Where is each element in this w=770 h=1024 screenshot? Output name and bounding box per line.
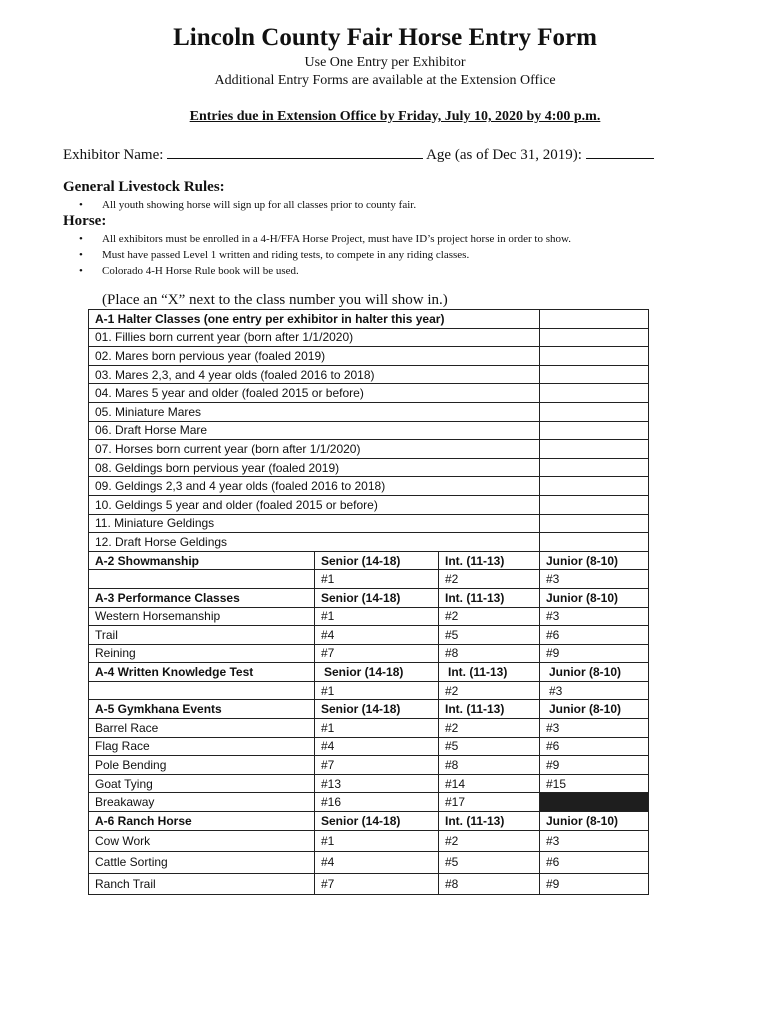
halter-class: 11. Miniature Geldings	[89, 514, 540, 533]
class-number[interactable]: #2	[439, 570, 540, 589]
table-row	[89, 663, 649, 682]
entry-box[interactable]	[540, 365, 649, 384]
halter-class: 01. Fillies born current year (born after 1/1/2020)	[89, 328, 540, 347]
table-row	[89, 737, 649, 756]
class-number[interactable]: #1	[315, 719, 439, 738]
general-rules-list	[63, 197, 416, 213]
exhibitor-name-label: Exhibitor Name:	[63, 147, 164, 163]
class-number[interactable]: #7	[315, 644, 439, 663]
event-name: Breakaway	[89, 793, 315, 812]
shaded-cell	[540, 793, 649, 812]
table-row	[89, 588, 649, 607]
event-name: Barrel Race	[89, 719, 315, 738]
table-row	[89, 310, 649, 329]
table-row	[89, 384, 649, 403]
table-row	[89, 812, 649, 831]
entry-box[interactable]	[540, 495, 649, 514]
class-number[interactable]: #9	[540, 756, 649, 775]
blank-cell	[89, 681, 315, 700]
class-number[interactable]: #3	[540, 719, 649, 738]
table-row	[89, 607, 649, 626]
class-number[interactable]: #2	[439, 607, 540, 626]
class-number[interactable]: #2	[439, 719, 540, 738]
list-item: • Colorado 4-H Horse Rule book will be used.	[63, 263, 571, 279]
class-number[interactable]: #1	[315, 570, 439, 589]
class-number[interactable]: #9	[540, 873, 649, 895]
event-name: Ranch Trail	[89, 873, 315, 895]
class-number[interactable]: #3	[540, 830, 649, 852]
entry-box[interactable]	[540, 440, 649, 459]
table-row	[89, 495, 649, 514]
halter-class: 03. Mares 2,3, and 4 year olds (foaled 2016 to 2018)	[89, 365, 540, 384]
class-number[interactable]: #1	[315, 681, 439, 700]
class-number[interactable]: #4	[315, 852, 439, 874]
halter-class: 06. Draft Horse Mare	[89, 421, 540, 440]
junior-header: Junior (8-10)	[540, 812, 649, 831]
gymkhana-heading: A-5 Gymkhana Events	[89, 700, 315, 719]
halter-class: 12. Draft Horse Geldings	[89, 533, 540, 552]
blank-cell	[89, 570, 315, 589]
due-date-notice: Entries due in Extension Office by Friday, July 10, 2020 by 4:00 p.m.	[189, 109, 601, 124]
entry-box[interactable]	[540, 514, 649, 533]
class-number[interactable]: #6	[540, 737, 649, 756]
class-number[interactable]: #1	[315, 830, 439, 852]
class-number[interactable]: #13	[315, 774, 439, 793]
table-row	[89, 570, 649, 589]
table-row	[89, 440, 649, 459]
class-number[interactable]: #17	[439, 793, 540, 812]
table-row	[89, 421, 649, 440]
halter-class: 08. Geldings born pervious year (foaled 2019)	[89, 458, 540, 477]
class-number[interactable]: #8	[439, 873, 540, 895]
entry-box[interactable]	[540, 328, 649, 347]
class-number[interactable]: #6	[540, 626, 649, 645]
exhibitor-line	[63, 144, 654, 164]
table-row	[89, 719, 649, 738]
form-title: Lincoln County Fair Horse Entry Form	[173, 24, 597, 51]
table-row	[89, 458, 649, 477]
class-number[interactable]: #5	[439, 626, 540, 645]
event-name: Cattle Sorting	[89, 852, 315, 874]
entry-box[interactable]	[540, 347, 649, 366]
class-number[interactable]: #15	[540, 774, 649, 793]
int-header: Int. (11-13)	[439, 812, 540, 831]
horse-rules-list	[63, 231, 571, 279]
senior-header: Senior (14-18)	[315, 812, 439, 831]
entry-box[interactable]	[540, 310, 649, 329]
table-row	[89, 626, 649, 645]
senior-header: Senior (14-18)	[315, 663, 439, 682]
class-number[interactable]: #7	[315, 756, 439, 775]
class-entry-table	[88, 309, 649, 895]
class-number[interactable]: #16	[315, 793, 439, 812]
subtitle-one-entry: Use One Entry per Exhibitor	[304, 55, 466, 70]
age-label: Age (as of Dec 31, 2019):	[426, 147, 582, 163]
class-number[interactable]: #3	[540, 681, 649, 700]
performance-heading: A-3 Performance Classes	[89, 588, 315, 607]
table-row	[89, 756, 649, 775]
table-row	[89, 644, 649, 663]
table-row	[89, 365, 649, 384]
table-row	[89, 477, 649, 496]
class-number[interactable]: #2	[439, 681, 540, 700]
table-row	[89, 533, 649, 552]
list-item: • All exhibitors must be enrolled in a 4-H/FFA Horse Project, must have ID’s project horse in order to show.	[63, 231, 571, 247]
entry-box[interactable]	[540, 458, 649, 477]
senior-header: Senior (14-18)	[315, 588, 439, 607]
junior-header: Junior (8-10)	[540, 663, 649, 682]
class-number[interactable]: #9	[540, 644, 649, 663]
class-number[interactable]: #14	[439, 774, 540, 793]
instruction-text: (Place an “X” next to the class number you will show in.)	[102, 292, 448, 308]
table-row	[89, 700, 649, 719]
table-row	[89, 328, 649, 347]
halter-heading: A-1 Halter Classes (one entry per exhibitor in halter this year)	[89, 310, 540, 329]
table-row	[89, 774, 649, 793]
junior-header: Junior (8-10)	[540, 551, 649, 570]
int-header: Int. (11-13)	[439, 551, 540, 570]
event-name: Flag Race	[89, 737, 315, 756]
entry-box[interactable]	[540, 384, 649, 403]
senior-header: Senior (14-18)	[315, 551, 439, 570]
junior-header: Junior (8-10)	[540, 700, 649, 719]
table-row	[89, 402, 649, 421]
age-field[interactable]	[586, 144, 654, 159]
table-row	[89, 347, 649, 366]
class-number[interactable]: #5	[439, 852, 540, 874]
entry-box[interactable]	[540, 477, 649, 496]
halter-class: 07. Horses born current year (born after 1/1/2020)	[89, 440, 540, 459]
written-test-heading: A-4 Written Knowledge Test	[89, 663, 315, 682]
class-number[interactable]: #6	[540, 852, 649, 874]
event-name: Goat Tying	[89, 774, 315, 793]
class-number[interactable]: #3	[540, 607, 649, 626]
class-number[interactable]: #4	[315, 737, 439, 756]
general-rules-heading: General Livestock Rules:	[63, 179, 225, 195]
int-header: Int. (11-13)	[439, 700, 540, 719]
table-row	[89, 514, 649, 533]
event-name: Trail	[89, 626, 315, 645]
halter-class: 02. Mares born pervious year (foaled 2019)	[89, 347, 540, 366]
class-number[interactable]: #8	[439, 756, 540, 775]
event-name: Pole Bending	[89, 756, 315, 775]
class-number[interactable]: #2	[439, 830, 540, 852]
event-name: Cow Work	[89, 830, 315, 852]
event-name: Western Horsemanship	[89, 607, 315, 626]
entry-box[interactable]	[540, 421, 649, 440]
int-header: Int. (11-13)	[439, 663, 540, 682]
table-row	[89, 852, 649, 874]
class-number[interactable]: #3	[540, 570, 649, 589]
horse-rules-heading: Horse:	[63, 213, 107, 229]
subtitle-additional-forms: Additional Entry Forms are available at the Extension Office	[214, 73, 556, 88]
list-item: • All youth showing horse will sign up for all classes prior to county fair.	[63, 197, 416, 213]
junior-header: Junior (8-10)	[540, 588, 649, 607]
halter-class: 05. Miniature Mares	[89, 402, 540, 421]
class-number[interactable]: #4	[315, 626, 439, 645]
table-row	[89, 551, 649, 570]
entry-box[interactable]	[540, 533, 649, 552]
class-number[interactable]: #8	[439, 644, 540, 663]
halter-class: 04. Mares 5 year and older (foaled 2015 or before)	[89, 384, 540, 403]
list-item: • Must have passed Level 1 written and riding tests, to compete in any riding classes.	[63, 247, 571, 263]
table-row	[89, 681, 649, 700]
table-row	[89, 830, 649, 852]
entry-box[interactable]	[540, 402, 649, 421]
class-number[interactable]: #7	[315, 873, 439, 895]
exhibitor-name-field[interactable]	[167, 144, 423, 159]
senior-header: Senior (14-18)	[315, 700, 439, 719]
halter-class: 10. Geldings 5 year and older (foaled 2015 or before)	[89, 495, 540, 514]
int-header: Int. (11-13)	[439, 588, 540, 607]
event-name: Reining	[89, 644, 315, 663]
showmanship-heading: A-2 Showmanship	[89, 551, 315, 570]
table-row	[89, 793, 649, 812]
table-row	[89, 873, 649, 895]
halter-class: 09. Geldings 2,3 and 4 year olds (foaled 2016 to 2018)	[89, 477, 540, 496]
class-number[interactable]: #5	[439, 737, 540, 756]
class-number[interactable]: #1	[315, 607, 439, 626]
ranch-horse-heading: A-6 Ranch Horse	[89, 812, 315, 831]
